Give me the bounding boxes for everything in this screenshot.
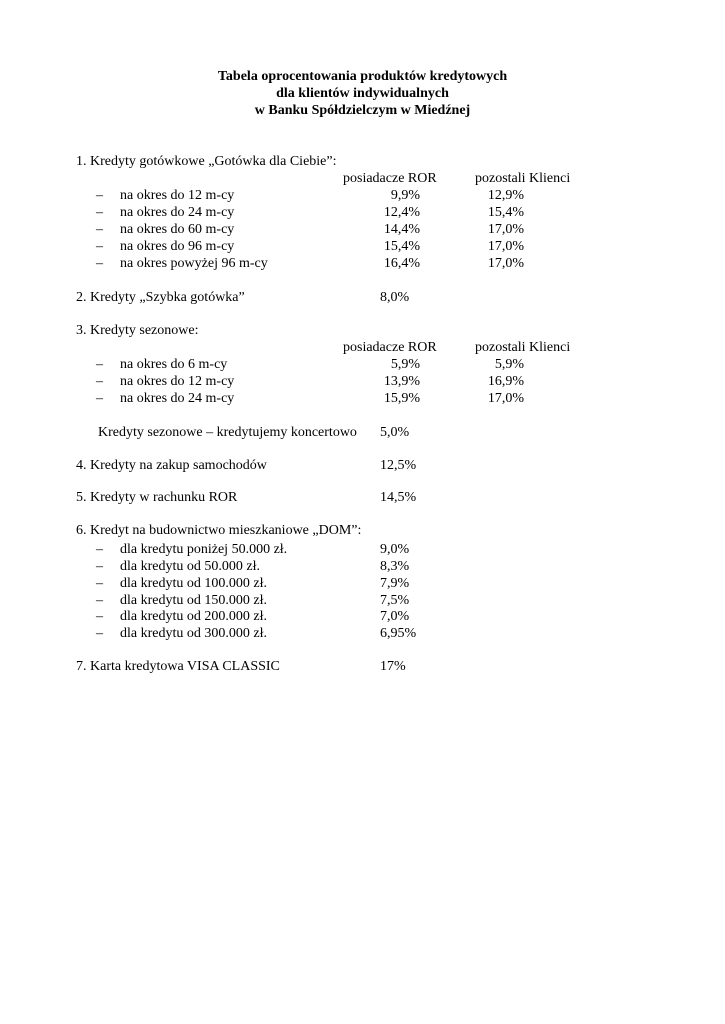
bullet-dash: – xyxy=(96,256,103,271)
rate-others: 17,0% xyxy=(487,239,524,254)
rate-ror: 5,9% xyxy=(390,357,420,372)
row-label: dla kredytu poniżej 50.000 zł. xyxy=(120,542,288,557)
rate-value: 7,0% xyxy=(380,609,410,624)
rate-others: 17,0% xyxy=(487,222,524,237)
row-label: na okres do 24 m-cy xyxy=(120,391,235,406)
bullet-dash: – xyxy=(96,593,103,608)
section-6-heading: 6. Kredyt na budownictwo mieszkaniowe „DOM”: xyxy=(76,523,362,538)
rate-value: 9,0% xyxy=(380,542,410,557)
rate-ror: 14,4% xyxy=(383,222,420,237)
rate-ror: 12,4% xyxy=(383,205,420,220)
section-6-heading-row xyxy=(0,522,725,539)
table-row xyxy=(0,187,725,204)
section-5-label: 5. Kredyty w rachunku ROR xyxy=(76,490,238,505)
section-3-column-headers xyxy=(0,339,725,356)
rate-value: 7,5% xyxy=(380,593,410,608)
row-label: dla kredytu od 300.000 zł. xyxy=(120,626,267,641)
rate-value: 6,95% xyxy=(380,626,417,641)
row-label: na okres do 24 m-cy xyxy=(120,205,235,220)
list-item xyxy=(0,592,725,609)
table-row xyxy=(0,390,725,407)
row-label: na okres do 96 m-cy xyxy=(120,239,235,254)
section-3-extra-row xyxy=(0,424,725,441)
bullet-dash: – xyxy=(96,357,103,372)
document-title-line-2: dla klientów indywidualnych xyxy=(276,86,449,101)
bullet-dash: – xyxy=(96,542,103,557)
section-3-extra-rate: 5,0% xyxy=(380,425,410,440)
row-label: dla kredytu od 150.000 zł. xyxy=(120,593,267,608)
section-4-label: 4. Kredyty na zakup samochodów xyxy=(76,458,267,473)
column-header-ror: posiadacze ROR xyxy=(343,340,437,355)
rate-ror: 15,9% xyxy=(383,391,420,406)
bullet-dash: – xyxy=(96,374,103,389)
column-header-ror: posiadacze ROR xyxy=(343,171,437,186)
rate-ror: 15,4% xyxy=(383,239,420,254)
rate-others: 12,9% xyxy=(487,188,524,203)
section-1-column-headers xyxy=(0,170,725,187)
bullet-dash: – xyxy=(96,626,103,641)
section-3-heading: 3. Kredyty sezonowe: xyxy=(76,323,199,338)
rate-others: 17,0% xyxy=(487,256,524,271)
table-row xyxy=(0,238,725,255)
rate-value: 8,3% xyxy=(380,559,410,574)
section-3-heading-row xyxy=(0,322,725,339)
table-row xyxy=(0,221,725,238)
section-4-rate: 12,5% xyxy=(380,458,417,473)
section-1-heading-row xyxy=(0,153,725,170)
list-item xyxy=(0,575,725,592)
section-7-row xyxy=(0,658,725,675)
table-row xyxy=(0,204,725,221)
bullet-dash: – xyxy=(96,222,103,237)
rate-others: 15,4% xyxy=(487,205,524,220)
list-item xyxy=(0,541,725,558)
bullet-dash: – xyxy=(96,559,103,574)
rate-others: 17,0% xyxy=(487,391,524,406)
row-label: dla kredytu od 200.000 zł. xyxy=(120,609,267,624)
section-7-label: 7. Karta kredytowa VISA CLASSIC xyxy=(76,659,280,674)
section-2-rate: 8,0% xyxy=(380,290,410,305)
row-label: na okres powyżej 96 m-cy xyxy=(120,256,268,271)
section-1-heading: 1. Kredyty gotówkowe „Gotówka dla Ciebie”: xyxy=(76,154,337,169)
table-row xyxy=(0,255,725,272)
rate-value: 7,9% xyxy=(380,576,410,591)
bullet-dash: – xyxy=(96,576,103,591)
rate-others: 16,9% xyxy=(487,374,524,389)
rate-ror: 9,9% xyxy=(390,188,420,203)
row-label: dla kredytu od 50.000 zł. xyxy=(120,559,260,574)
row-label: na okres do 12 m-cy xyxy=(120,374,235,389)
bullet-dash: – xyxy=(96,205,103,220)
list-item xyxy=(0,625,725,642)
section-7-rate: 17% xyxy=(380,659,406,674)
row-label: na okres do 12 m-cy xyxy=(120,188,235,203)
document-title-line-1: Tabela oprocentowania produktów kredytowych xyxy=(217,69,508,84)
row-label: na okres do 6 m-cy xyxy=(120,357,228,372)
list-item xyxy=(0,558,725,575)
section-4-row xyxy=(0,457,725,474)
column-header-others: pozostali Klienci xyxy=(475,340,571,355)
row-label: dla kredytu od 100.000 zł. xyxy=(120,576,267,591)
bullet-dash: – xyxy=(96,239,103,254)
row-label: na okres do 60 m-cy xyxy=(120,222,235,237)
section-2-row xyxy=(0,289,725,306)
rate-others: 5,9% xyxy=(494,357,524,372)
section-3-extra-label: Kredyty sezonowe – kredytujemy koncertowo xyxy=(98,425,357,440)
rate-ror: 16,4% xyxy=(383,256,420,271)
section-5-rate: 14,5% xyxy=(380,490,417,505)
bullet-dash: – xyxy=(96,609,103,624)
table-row xyxy=(0,373,725,390)
document-title-line-3: w Banku Spółdzielczym w Miedźnej xyxy=(254,103,471,118)
section-5-row xyxy=(0,489,725,506)
bullet-dash: – xyxy=(96,391,103,406)
section-2-label: 2. Kredyty „Szybka gotówka” xyxy=(76,290,245,305)
column-header-others: pozostali Klienci xyxy=(475,171,571,186)
table-row xyxy=(0,356,725,373)
bullet-dash: – xyxy=(96,188,103,203)
list-item xyxy=(0,608,725,625)
rate-ror: 13,9% xyxy=(383,374,420,389)
